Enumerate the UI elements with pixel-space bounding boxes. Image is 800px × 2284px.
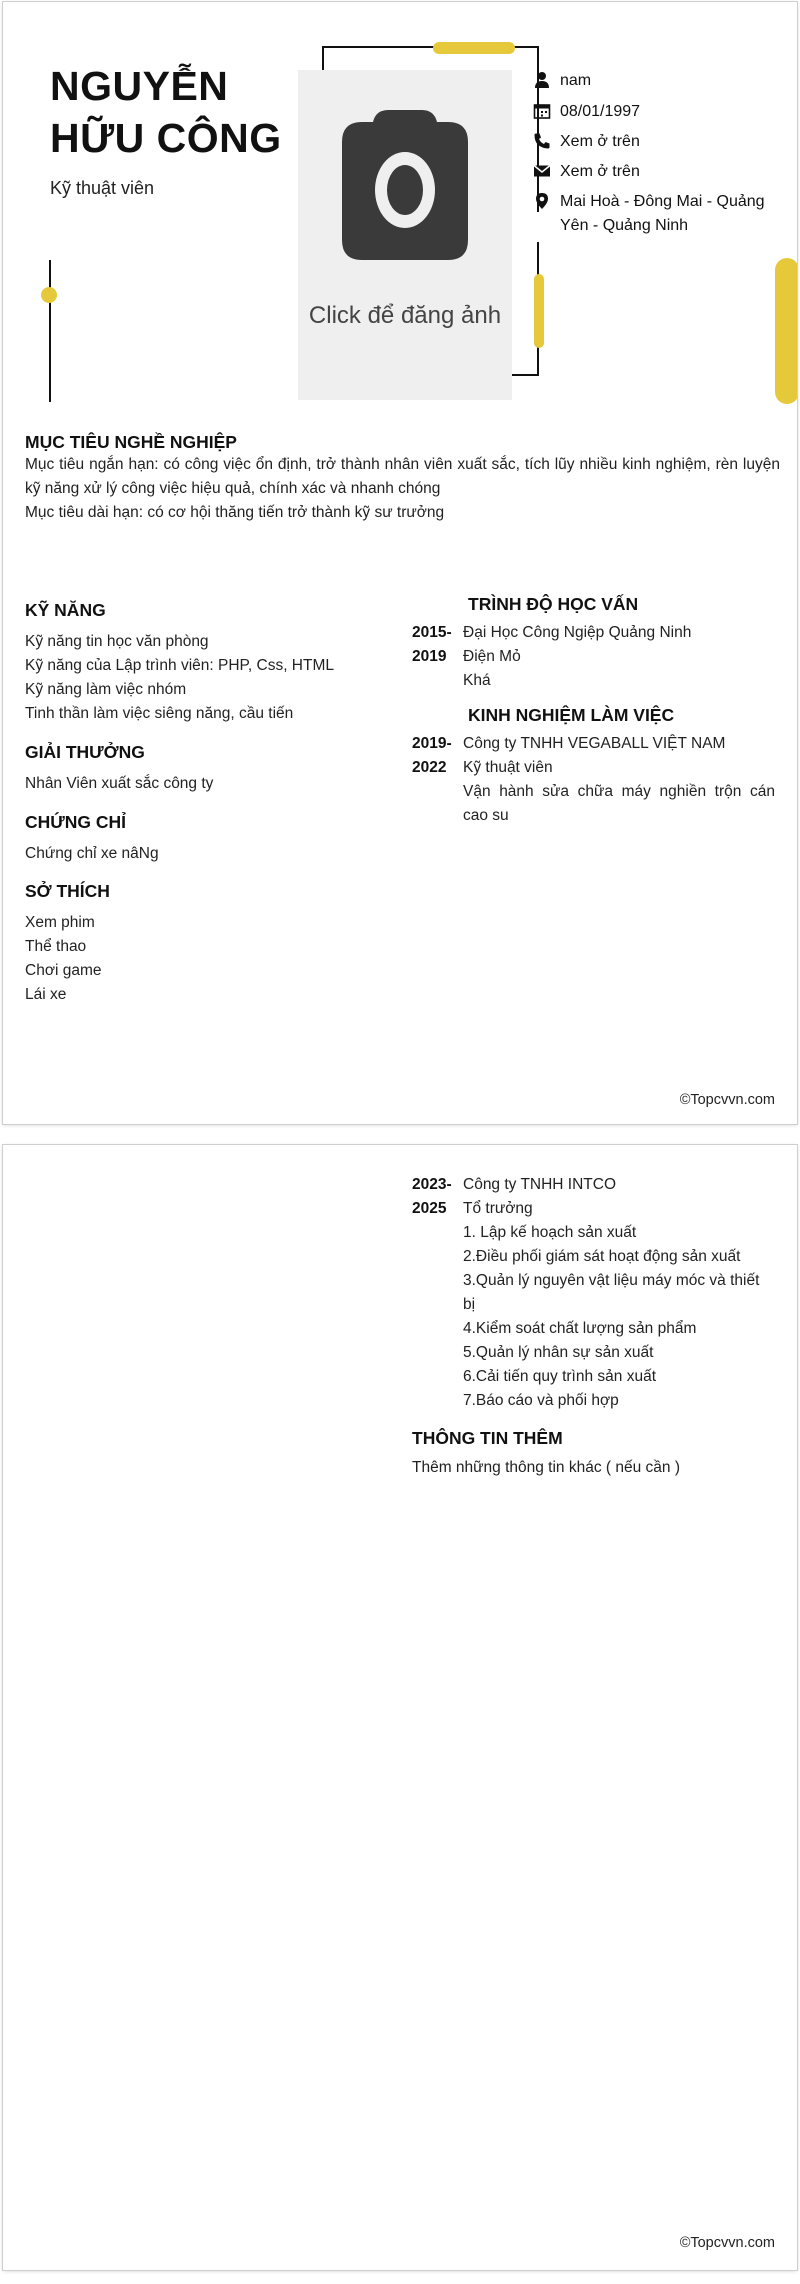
phone-icon	[533, 132, 551, 150]
additional-text: Thêm những thông tin khác ( nếu cần )	[412, 1459, 681, 1476]
hobbies-heading: SỞ THÍCH	[25, 881, 110, 901]
candidate-name	[50, 60, 282, 164]
experience-description-line-2: cao su	[463, 807, 509, 824]
education-year-end: 2019	[412, 648, 447, 665]
decorative-dot	[41, 287, 57, 303]
experience-task: 4.Kiểm soát chất lượng sản phẩm	[463, 1320, 697, 1337]
address-line-1: Mai Hoà - Đông Mai - Quảng	[560, 193, 765, 210]
photo-upload[interactable]	[298, 70, 512, 400]
experience-year-start: 2019-	[412, 735, 452, 752]
name-line-1: NGUYỄN	[50, 63, 229, 109]
experience-task: 2.Điều phối giám sát hoạt động sản xuất	[463, 1248, 741, 1265]
education-major: Điện Mỏ	[463, 648, 521, 665]
objective-heading: MỤC TIÊU NGHỀ NGHIỆP	[25, 432, 237, 452]
cv-page-2	[3, 1145, 797, 2270]
experience-task: 3.Quản lý nguyên vật liệu máy móc và thiết	[463, 1272, 760, 1289]
education-school: Đại Học Công Ngiệp Quảng Ninh	[463, 624, 692, 641]
education-heading: TRÌNH ĐỘ HỌC VẤN	[468, 594, 639, 614]
camera-icon	[298, 70, 512, 400]
decorative-pill	[775, 258, 797, 404]
objective-long-term: Mục tiêu dài hạn: có cơ hội thăng tiến trở thành kỹ sư trưởng	[25, 504, 445, 521]
additional-heading: THÔNG TIN THÊM	[412, 1428, 563, 1448]
experience-task: 6.Cải tiến quy trình sản xuất	[463, 1368, 657, 1385]
experience-heading: KINH NGHIỆM LÀM VIỆC	[468, 705, 675, 725]
certificates-heading: CHỨNG CHỈ	[25, 812, 127, 832]
hobby-item: Lái xe	[25, 986, 67, 1003]
skills-heading: KỸ NĂNG	[25, 600, 106, 620]
experience-task: 1. Lập kế hoạch sản xuất	[463, 1224, 637, 1241]
award-item: Nhân Viên xuất sắc công ty	[25, 775, 214, 792]
frame-gap	[528, 212, 544, 242]
experience-year-start: 2023-	[412, 1176, 452, 1193]
address-line-2: Yên - Quảng Ninh	[560, 217, 689, 234]
experience-task: 5.Quản lý nhân sự sản xuất	[463, 1344, 654, 1361]
experience-company: Công ty TNHH VEGABALL VIỆT NAM	[463, 735, 726, 752]
decorative-bar-top	[433, 42, 515, 54]
experience-position: Tổ trưởng	[463, 1200, 533, 1217]
hobby-item: Xem phim	[25, 914, 95, 931]
awards-heading: GIẢI THƯỞNG	[25, 742, 145, 762]
skill-item: Kỹ năng làm việc nhóm	[25, 681, 187, 698]
footer-brand: ©Topcvvn.com	[679, 1092, 775, 1108]
hobby-item: Chơi game	[25, 962, 102, 979]
education-year-start: 2015-	[412, 624, 452, 641]
decorative-line	[49, 260, 51, 402]
email-value: Xem ở trên	[560, 163, 640, 180]
hobby-item: Thể thao	[25, 938, 87, 955]
experience-description-line-1: Vận hành sửa chữa máy nghiền trộn cán	[463, 783, 775, 800]
experience-position: Kỹ thuật viên	[463, 759, 553, 776]
decorative-bar-right	[534, 274, 544, 348]
location-pin-icon	[533, 192, 551, 210]
experience-task: 7.Báo cáo và phối hợp	[463, 1392, 619, 1409]
skill-item: Kỹ năng tin học văn phòng	[25, 633, 209, 650]
skill-item: Tinh thần làm việc siêng năng, cầu tiến	[25, 705, 294, 722]
experience-company: Công ty TNHH INTCO	[463, 1176, 617, 1193]
education-grade: Khá	[463, 672, 491, 689]
certificate-item: Chứng chỉ xe nâNg	[25, 845, 159, 862]
user-icon	[533, 71, 551, 89]
objective-short-term: Mục tiêu ngắn hạn: có công việc ổn định, trở thành nhân viên xuất sắc, tích lũy nhiều kinh nghiệm, rèn luyện kỹ năng xử lý công việc hiệu quả, chính xác và nhanh chóng	[25, 456, 780, 497]
birthday-value: 08/01/1997	[560, 103, 641, 120]
name-line-2: HỮU CÔNG	[50, 115, 282, 161]
gender-value: nam	[560, 72, 592, 89]
experience-task: bị	[463, 1296, 476, 1313]
experience-year-end: 2025	[412, 1200, 447, 1217]
photo-caption: Click để đăng ảnh	[308, 302, 502, 329]
phone-value: Xem ở trên	[560, 133, 640, 150]
footer-brand: ©Topcvvn.com	[679, 2235, 775, 2251]
mail-icon	[533, 162, 551, 180]
cv-page-1	[3, 2, 797, 1124]
experience-year-end: 2022	[412, 759, 447, 776]
job-title: Kỹ thuật viên	[50, 178, 155, 198]
skill-item: Kỹ năng của Lập trình viên: PHP, Css, HTML	[25, 657, 335, 674]
calendar-icon	[533, 102, 551, 120]
